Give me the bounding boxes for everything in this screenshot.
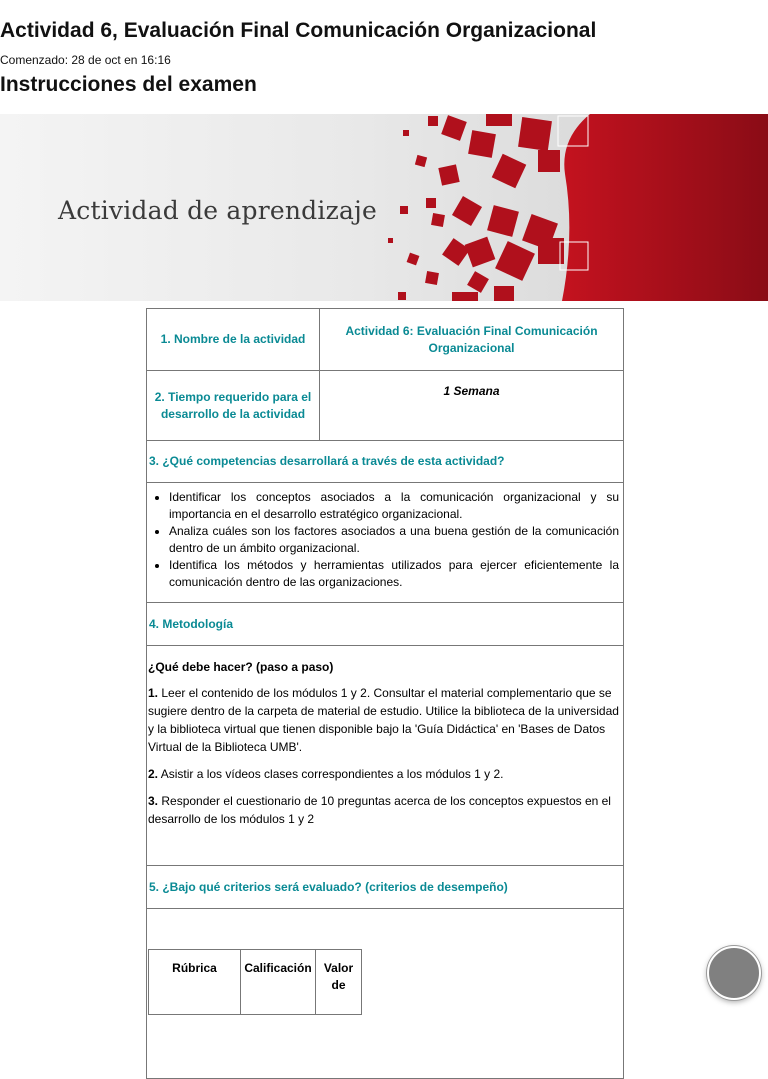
rubric-table [148,949,362,1015]
row-competencies-list [147,483,624,603]
methodology-heading: 4. Metodología [147,603,624,646]
row-activity-name [147,309,624,371]
list-item: • Analiza cuáles son los factores asociados a una buena gestión de la comunicación dentro de un ámbito organizacional. [169,523,619,557]
row-criteria-heading [147,866,624,909]
step-2: 2. Asistir a los vídeos clases correspondientes a los módulos 1 y 2. [148,767,504,781]
criteria-heading: 5. ¿Bajo qué criterios será evaluado? (criterios de desempeño) [147,866,624,909]
value-header: Valor de [316,950,362,1015]
row-time [147,371,624,441]
list-item: • Identifica los métodos y herramientas utilizados para ejercer eficientemente la comunicación dentro de las organizaciones. [169,557,619,591]
grade-header: Calificación [241,950,316,1015]
competencies-heading: 3. ¿Qué competencias desarrollará a través de esta actividad? [147,441,624,483]
activity-banner [0,114,768,301]
started-timestamp: Comenzado: 28 de oct en 16:16 [0,53,171,67]
competencies-list [151,489,619,591]
activity-table [146,308,624,1079]
row-methodology-heading [147,603,624,646]
steps-heading: ¿Qué debe hacer? (paso a paso) [148,660,334,674]
row-methodology-steps [147,646,624,866]
step-1: 1. Leer el contenido de los módulos 1 y 2. Consultar el material complementario que se sugiere dentro de la carpeta de material de estudio. Utilice la biblioteca de la universidad y la biblioteca virtual que tienen disponible bajo la 'Guía Didáctica' en 'Bases de Datos Virtual de la Biblioteca UMB'. [148,686,619,754]
row-criteria-content [147,909,624,1079]
list-item: • Identificar los conceptos asociados a la comunicación organizacional y su importancia en el desarrollo estratégico organizacional. [169,489,619,523]
banner-title: Actividad de aprendizaje [58,196,377,225]
activity-name-label: 1. Nombre de la actividad [147,309,320,371]
activity-name-value: Actividad 6: Evaluación Final Comunicación Organizacional [320,309,624,371]
step-3: 3. Responder el cuestionario de 10 preguntas acerca de los conceptos expuestos en el desarrollo de los módulos 1 y 2 [148,794,611,826]
row-competencies-heading [147,441,624,483]
section-title: Instrucciones del examen [0,73,257,96]
rubric-header: Rúbrica [149,950,241,1015]
page-title: Actividad 6, Evaluación Final Comunicación Organizacional [0,19,597,42]
floating-action-button[interactable] [707,946,761,1000]
time-value: 1 Semana [320,371,624,441]
time-label: 2. Tiempo requerido para el desarrollo de la actividad [147,371,320,441]
